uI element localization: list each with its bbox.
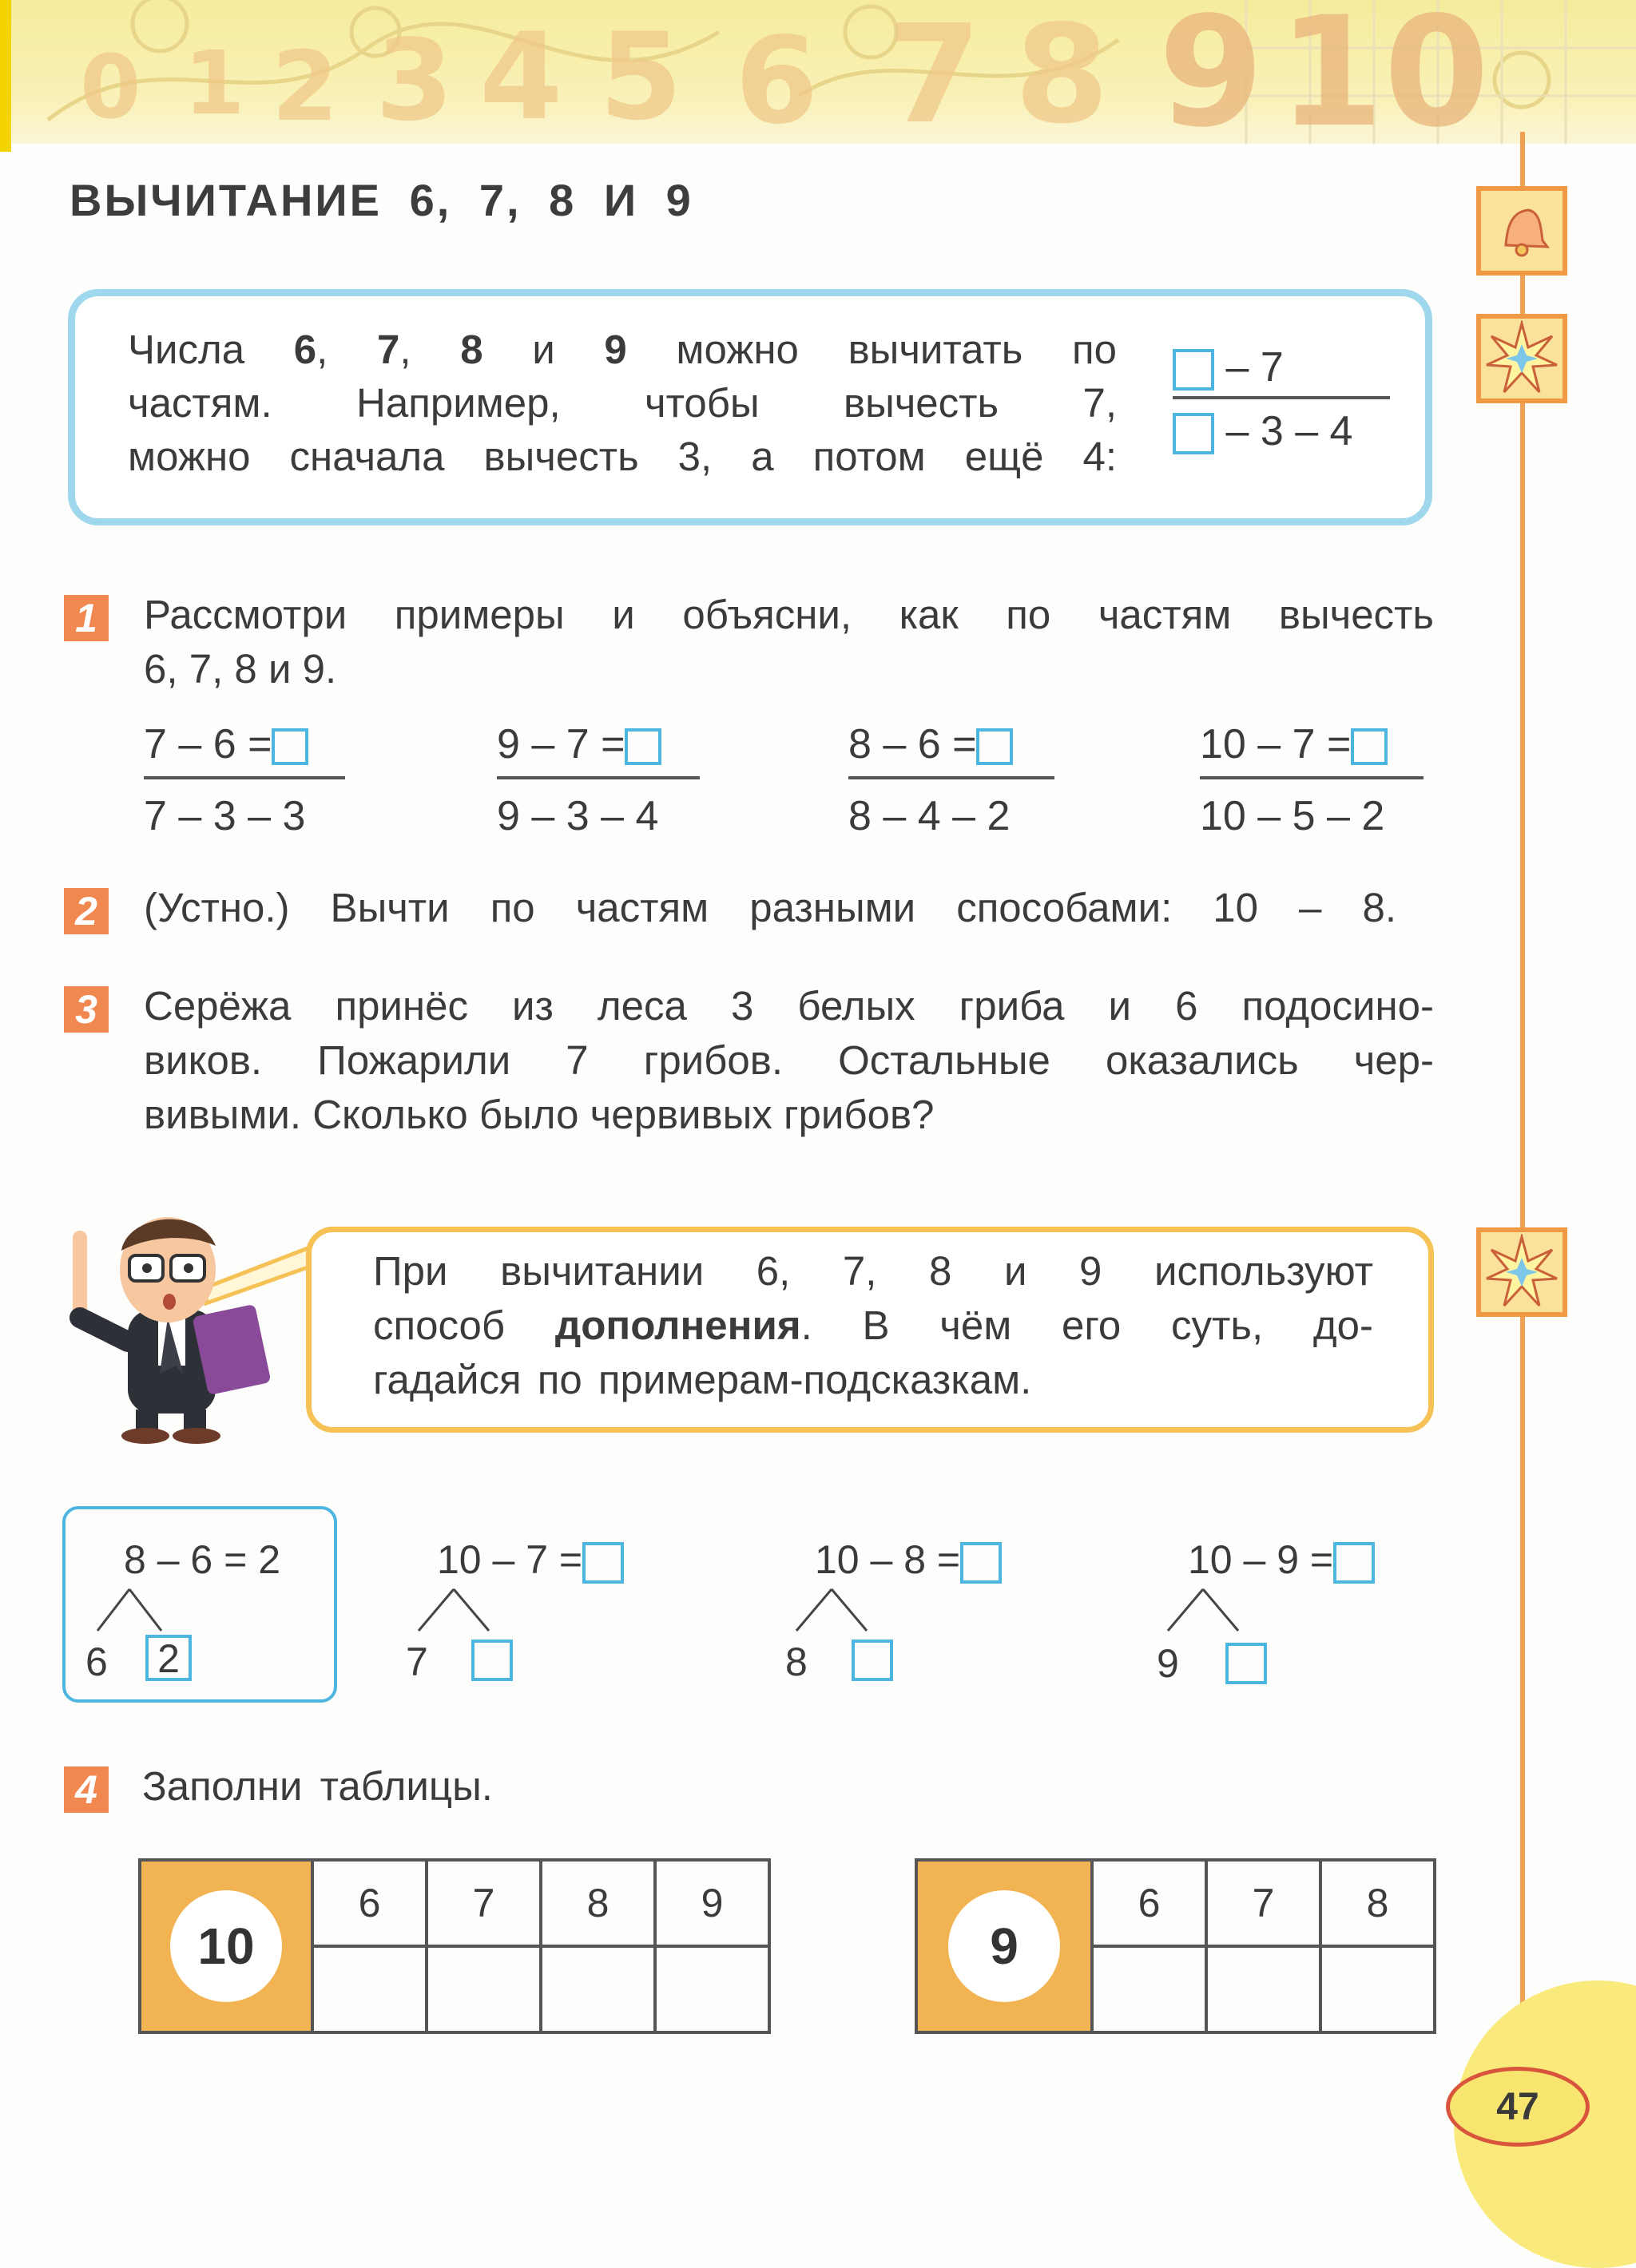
complement-part: 8 — [785, 1640, 808, 1684]
page-edge — [0, 0, 11, 152]
star-badge — [1476, 314, 1567, 403]
fraction-bar — [1200, 776, 1424, 779]
example-top: 8 – 6 = — [848, 721, 977, 767]
header-digit: 9 — [1158, 0, 1265, 161]
table-head-cell — [916, 1860, 1092, 2032]
header-digit: 10 — [1278, 0, 1490, 161]
star-icon — [1483, 1234, 1560, 1310]
table-answer-cell[interactable] — [1092, 1946, 1206, 2032]
header-digit: 7 — [887, 0, 982, 154]
task4-text: Заполни таблицы. — [142, 1763, 493, 1809]
answer-box[interactable] — [1225, 1643, 1267, 1684]
task1-example — [848, 720, 1054, 840]
table-header-cell: 8 — [541, 1860, 655, 1946]
complement-expression — [1188, 1536, 1375, 1584]
complement-part: 9 — [1157, 1641, 1179, 1686]
page-title: ВЫЧИТАНИЕ 6, 7, 8 И 9 — [69, 175, 693, 225]
table-header-cell: 7 — [427, 1860, 541, 1946]
complement-expression-text: 10 – 9 = — [1188, 1537, 1334, 1582]
header-digit: 0 — [80, 36, 141, 138]
task3-text: виков. Пожарили 7 грибов. Остальные оказались чер- — [144, 1037, 1434, 1083]
task-number-badge: 4 — [64, 1766, 109, 1813]
complement-expression-text: 10 – 7 = — [437, 1537, 583, 1582]
answer-box[interactable] — [1351, 728, 1388, 765]
table-head-circle: 10 — [170, 1890, 282, 2002]
example-bottom: 7 – 3 – 3 — [144, 793, 306, 839]
table-header-cell: 6 — [1092, 1860, 1206, 1946]
answer-box[interactable] — [960, 1542, 1002, 1584]
hint-line: гадайся по примерам-подсказкам. — [373, 1357, 1032, 1402]
table-answer-cell[interactable] — [1206, 1946, 1320, 2032]
star-icon — [1483, 320, 1560, 397]
hint-line: При вычитании 6, 7, 8 и 9 используют — [373, 1248, 1373, 1294]
task2-text: (Устно.) Вычти по частям разными способами: 10 – 8. — [144, 885, 1396, 930]
table-header-cell: 7 — [1206, 1860, 1320, 1946]
filled-answer-box: 2 — [145, 1635, 192, 1681]
answer-box[interactable] — [625, 728, 661, 765]
rule-line: частям. Например, чтобы вычесть 7, — [128, 380, 1117, 426]
header-digit: 1 — [184, 32, 245, 134]
side-rail — [1520, 132, 1525, 2064]
header-digit: 5 — [599, 8, 683, 147]
task3-text: Серёжа принёс из леса 3 белых гриба и 6 подосино- — [144, 983, 1434, 1029]
task3-text: вивыми. Сколько было червивых грибов? — [144, 1092, 935, 1137]
example-top: 10 – 7 = — [1200, 721, 1352, 767]
answer-box[interactable] — [272, 728, 308, 765]
fraction-bar — [497, 776, 700, 779]
answer-box[interactable] — [471, 1640, 513, 1681]
header-band — [0, 0, 1636, 161]
table-answer-cell[interactable] — [655, 1946, 769, 2032]
hint-line: способ дополнения. В чём его суть, до- — [373, 1303, 1373, 1348]
decomposition-lines — [409, 1586, 505, 1634]
answer-box[interactable] — [1173, 413, 1214, 454]
rule-formula-bottom: – 3 – 4 — [1225, 408, 1353, 454]
header-digit: 3 — [375, 16, 454, 146]
table-head-cell — [140, 1860, 312, 2032]
example-bottom: 8 – 4 – 2 — [848, 793, 1011, 839]
task1-example — [497, 720, 700, 840]
star-badge — [1476, 1227, 1567, 1317]
teacher-character-icon — [56, 1190, 312, 1445]
complement-part: 6 — [85, 1640, 108, 1684]
task1-text: Рассмотри примеры и объясни, как по частям вычесть — [144, 592, 1434, 637]
fraction-bar — [144, 776, 345, 779]
task1-text: 6, 7, 8 и 9. — [144, 646, 337, 692]
table-answer-cell[interactable] — [312, 1946, 427, 2032]
answer-box[interactable] — [582, 1542, 624, 1584]
complement-expression — [815, 1536, 1002, 1584]
answer-box[interactable] — [1173, 349, 1214, 391]
table-answer-cell[interactable] — [1320, 1946, 1435, 2032]
table-header-cell: 9 — [655, 1860, 769, 1946]
complement-expression-text: 10 – 8 = — [815, 1537, 961, 1582]
complement-expression — [437, 1536, 624, 1584]
table-answer-cell[interactable] — [541, 1946, 655, 2032]
complement-part: 7 — [406, 1640, 428, 1684]
rule-formula — [1173, 343, 1390, 455]
answer-box[interactable] — [1333, 1542, 1375, 1584]
answer-box[interactable] — [852, 1640, 893, 1681]
header-digit: 8 — [1015, 0, 1110, 154]
rule-formula-top: – 7 — [1225, 344, 1284, 391]
header-digit: 6 — [735, 12, 819, 151]
table-head-circle: 9 — [948, 1890, 1060, 2002]
fill-table-10 — [138, 1858, 771, 2034]
header-digit: 2 — [272, 32, 339, 143]
decomposition-lines — [88, 1586, 184, 1634]
task-number-badge: 2 — [64, 888, 109, 934]
table-header-cell: 6 — [312, 1860, 427, 1946]
page-number: 47 — [1446, 2067, 1590, 2147]
example-bottom: 10 – 5 – 2 — [1200, 793, 1385, 839]
task1-example — [1200, 720, 1424, 840]
table-answer-cell[interactable] — [427, 1946, 541, 2032]
decomposition-lines — [1158, 1586, 1254, 1634]
complement-expression: 8 – 6 = 2 — [124, 1537, 280, 1582]
example-bottom: 9 – 3 – 4 — [497, 793, 659, 839]
answer-box[interactable] — [976, 728, 1013, 765]
fraction-bar — [848, 776, 1054, 779]
bell-icon — [1490, 199, 1554, 263]
fill-table-9 — [915, 1858, 1436, 2034]
fraction-bar — [1173, 396, 1390, 399]
example-top: 7 – 6 = — [144, 721, 272, 767]
table-header-cell: 8 — [1320, 1860, 1435, 1946]
bell-badge — [1476, 186, 1567, 276]
decomposition-lines — [787, 1586, 883, 1634]
task1-example — [144, 720, 345, 840]
example-top: 9 – 7 = — [497, 721, 625, 767]
rule-line: можно сначала вычесть 3, а потом ещё 4: — [128, 434, 1117, 479]
task-number-badge: 1 — [64, 595, 109, 641]
task-number-badge: 3 — [64, 986, 109, 1033]
rule-line: Числа 6, 7, 8 и 9 можно вычитать по — [128, 327, 1117, 372]
header-digit: 4 — [479, 8, 563, 147]
